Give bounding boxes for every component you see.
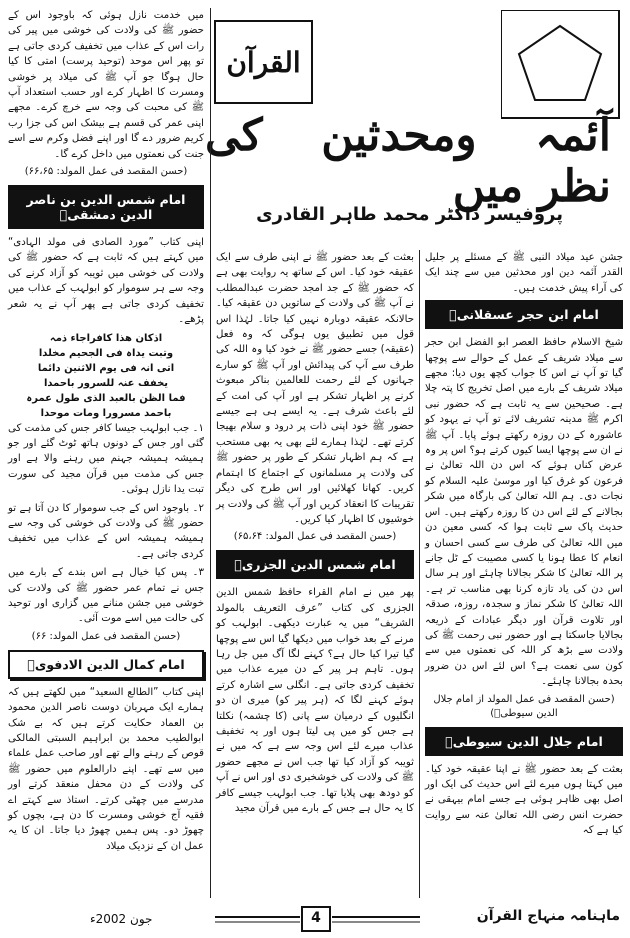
citation: (حسن المقصد فی عمل المولد از امام جلال الدین سیوطیؒ) [433, 693, 615, 719]
page-footer [0, 904, 630, 938]
quran-badge-text: القرآن [226, 45, 301, 79]
column-divider [210, 8, 211, 898]
column-left [8, 8, 204, 857]
citation: (حسن المقصد فی عمل المولد: ۶۶،۶۵) [24, 166, 188, 178]
verse: باحمد مسرورا ومات موحدا [40, 407, 172, 419]
section-heading: امام کمال الدین الادفویؒ [8, 650, 204, 679]
verse: اتی انہ فی یوم الاثنین دائما [37, 362, 175, 374]
verse: اذکان ھذا کافراجاء ذمہ [49, 332, 163, 344]
citation: (حسن المقصد فی عمل المولد: ۶۵،۶۴) [233, 531, 397, 543]
paragraph: ۱۔ جب ابولہب جیسا کافر جس کی مذمت کی گئی اور جس کے دونوں ہاتھ ٹوٹ گئے اور جو ہمیشہ ہمیشہ جہنم میں رہنے والا ہے اور جس کی مذمت میں قرآن مجید کی سورت تبت یدا نازل ہوئی۔ [8, 422, 204, 496]
paragraph: ۳۔ پس کیا خیال ہے اس بندے کے بارے میں جس نے تمام عمر حضور ﷺ کی ولادت کی خوشی میں جشن منانے میں گزاری اور توحید کی حالت میں اسے موت آئی۔ [8, 567, 204, 625]
citation: (حسن المقصد فی عمل المولد: ۶۶) [31, 630, 181, 642]
section-heading: امام ابن حجر عسقلانیؒ [425, 300, 623, 329]
footer-date: جون 2002ء [90, 912, 153, 926]
paragraph: پھر میں نے امام القراء حافظ شمس الدین الجزری کی کتاب ”عرف التعریف بالمولد الشریف“ میں یہ عبارت دیکھی۔ ابولہب کو مرنے کے بعد خواب میں دیکھا گیا اس سے پوچھا گیا تیرا کیا حال ہے؟ کہنے لگا آگ میں جل رہا ہوں۔ تاہم ہر پیر کے دن میرے عذاب میں تخفیف کردی جاتی ہے۔ انگلی سے اشارہ کرتے ہوئے کہنے لگا کہ (ہر پیر کو) میری ان دو انگلیوں کے درمیان سے پانی (کا چشمہ) نکلتا ہے جس کو میں پی لیتا ہوں اور یہ تخفیف عذاب میرے لئے اس وجہ سے ہے کہ میں نے ثویبہ کو آزاد کیا تھا جب اس نے مجھے حضور ﷺ کی ولادت کی خوشخبری دی اور اس نے آپ کو دودھ بھی پلایا تھا۔ جب ابولہب جیسے کافر کا یہ حال ہے جس کے بارے میں قرآن مجید [215, 587, 414, 814]
quran-badge [214, 20, 313, 104]
section-heading: امام شمس الدین بن ناصر الدین دمشقیؒ [8, 185, 204, 229]
magazine-name: ماہنامہ منہاج القرآن [476, 908, 620, 924]
section-heading: امام جلال الدین سیوطیؒ [425, 727, 623, 756]
paragraph: ۲۔ باوجود اس کے جب سوموار کا دن آتا ہے تو حضور ﷺ کی ولادت کی خوشی کی وجہ سے ہمیشہ ہمیشہ اس کے عذاب میں تخفیف کردی جاتی ہے۔ [8, 502, 204, 560]
paragraph: جشن عید میلاد النبی ﷺ کے مسئلے پر جلیل القدر آئمہ دین اور محدثین میں سے چند ایک کی آراء پیش خدمت ہیں۔ [425, 252, 623, 294]
column-middle [216, 250, 414, 819]
paragraph: میں خدمت نازل ہوئی کہ باوجود اس کے حضور ﷺ کی ولادت کی خوشی میں پیر کی رات اس کے عذاب میں تخفیف کردی جاتی ہے تو پھر اس موحد (توحید پرست) امتی کا کیا حال ہوگا جو آپ ﷺ کی میلاد پر خوشی ومسرت کا اظہار کرے اور حسب استعداد آپ ﷺ کی محبت کی وجہ سے خرچ کرے۔ مجھے اپنی عمر کی قسم ہے بیشک اس کی جزا رب کریم ضرور دے گا اور اپنے فضل وکرم سے اسے جنت کی نعمتوں میں داخل کرے گا۔ [8, 10, 204, 160]
paragraph: بعثت کے بعد حضور ﷺ نے اپنا عقیقہ خود کیا۔ میں کہتا ہوں میرے لئے اس حدیث کی ایک اور اصل بھی ظاہر ہوئی ہے جسے امام بیہقی نے حضرت انس رضی اللہ تعالیٰ عنہ سے روایت کیا ہے کہ [425, 763, 623, 837]
paragraph: اپنی کتاب ”مورد الصادی فی مولد الہادی“ میں کہتے ہیں کہ ثابت ہے کہ حضور ﷺ کی ولادت کی خوشی میں ثویبہ کو آزاد کرنے کی وجہ سے ہر سوموار کو ابولہب کے عذاب میں تخفیف کردی جاتی ہے پھر آپ نے یہ شعر پڑھے۔ [8, 237, 204, 326]
page-number: 4 [311, 910, 321, 926]
pentagon-ornament [501, 10, 621, 120]
column-right [425, 250, 623, 842]
section-heading: امام شمس الدین الجزریؒ [216, 550, 414, 579]
main-title: آئمہ ومحدثین کی نظر میں [205, 110, 611, 212]
verse: یخفف عنہ للسرور باحمدا [43, 377, 169, 389]
verse: وتبت یداہ فی الجحیم مخلدا [38, 347, 174, 359]
paragraph: شیخ الاسلام حافظ العصر ابو الفضل ابن حجر سے میلاد شریف کے عمل کے حوالے سے پوچھا گیا تو آپ نے اس کا جواب کچھ یوں دیا: مجھے میلاد شریف کے بارے میں اصل تخریج کا پتہ چلا ہے۔ صحیحین سے یہ ثابت ہے کہ حضور نبی اکرم ﷺ مدینہ تشریف لائے تو آپ نے یہود کو عاشورہ کے دن روزہ رکھتے ہوئے پایا۔ آپ ﷺ نے ان سے پوچھا ایسا کیوں کرتے ہو؟ اس پر وہ عرض کناں ہوئے کہ اس دن اللہ تعالیٰ نے فرعون کو غرق کیا اور موسیٰ علیہ السلام کو نجات دی۔ ہم اللہ تعالیٰ کی بارگاہ میں شکر بجالانے کے لئے اس دن کا روزہ رکھتے ہیں۔ اس حدیث پاک سے ثابت ہوا کہ کسی معین دن میں اللہ تعالیٰ کی طرف سے کسی احسان و انعام کا عطا ہونا یا کسی مصیبت کے ٹل جانے پر اللہ تعالیٰ کا شکر بجالانا چاہئے اور ہر سال اس دن کی یاد تازہ کرنا بھی مناسب تر ہے۔ اللہ تعالیٰ کا شکر نماز و سجدہ، روزہ، صدقہ اور تلاوت قرآن اور دیگر عبادات کے ذریعہ بجالایا جاسکتا ہے اور حضور نبی رحمت ﷺ کی ولادت سے بڑھ کر اللہ کی نعمتوں میں سے کون سی نعمت ہے؟ اس لئے اس دن ضرور بحدہ بجالانا چاہئے۔ [425, 337, 623, 688]
author-name: پروفیسر ڈاکٹر محمد طاہر القادری [256, 204, 563, 225]
paragraph: اپنی کتاب ”الطالع السعید“ میں لکھتے ہیں کہ ہمارے ایک مہربان دوست ناصر الدین محمود بن العماد حکایت کرتے ہیں کہ بے شک ابوالطیب محمد بن ابراہیم السبتی المالکی قوص کے رہنے والے تھے اور صاحب عمل علماء میں سے تھے۔ اپنے دارالعلوم میں حضور ﷺ کی ولادت کے دن محفل منعقد کرتے اور مدرسے میں چھٹی کرتے۔ استاذ سے کہتے اے فقیہ آج خوشی ومسرت کا دن ہے، بچوں کو چھوڑ دو۔ پس ہمیں چھوڑ دیا جاتا۔ ان کا یہ عمل ان کے نزدیک میلاد [8, 686, 204, 852]
verse: فما الظن بالعبد الذی طول عمرہ [26, 392, 186, 404]
column-divider [419, 250, 420, 898]
paragraph: بعثت کے بعد حضور ﷺ نے اپنی طرف سے ایک عقیقہ خود کیا۔ اس کے ساتھ یہ روایت بھی ہے کہ حضور ﷺ کے جد امجد حضرت عبدالمطلب نے آپ ﷺ کی ولادت کے ساتویں دن عقیقہ کیا۔ حالانکہ عقیقہ دوبارہ نہیں کیا جاتا۔ لہٰذا اس قول میں تطبیق یوں ہوگی کہ وہ فعل (عقیقہ) جسے حضور ﷺ نے خود کیا وہ اللہ کی طرف سے آپ کی پیدائش اور آپ ﷺ کو سارے جہانوں کے لئے رحمت للعالمین بناکر مبعوث کرنے پر اظہار تشکر ہے اور آپ کی امت کے لئے باعث شرف ہے۔ یہ ایسے ہی ہے جیسے حضور ﷺ خود اپنی ذات پر درود و سلام بھیجا کرتے تھے۔ لہٰذا ہمارے لئے بھی یہ بھی مستحب ہے کہ ہم اظہار تشکر کے طور پر حضور ﷺ کی ولادت پر مسلمانوں کے اجتماع کا اہتمام کریں۔ کھانا کھلائیں اور اس طرح کی دیگر تقریبات کا انعقاد کریں اور آپ ﷺ کی ولادت پر خوشیوں کا اظہار کیا کریں۔ [216, 252, 414, 525]
